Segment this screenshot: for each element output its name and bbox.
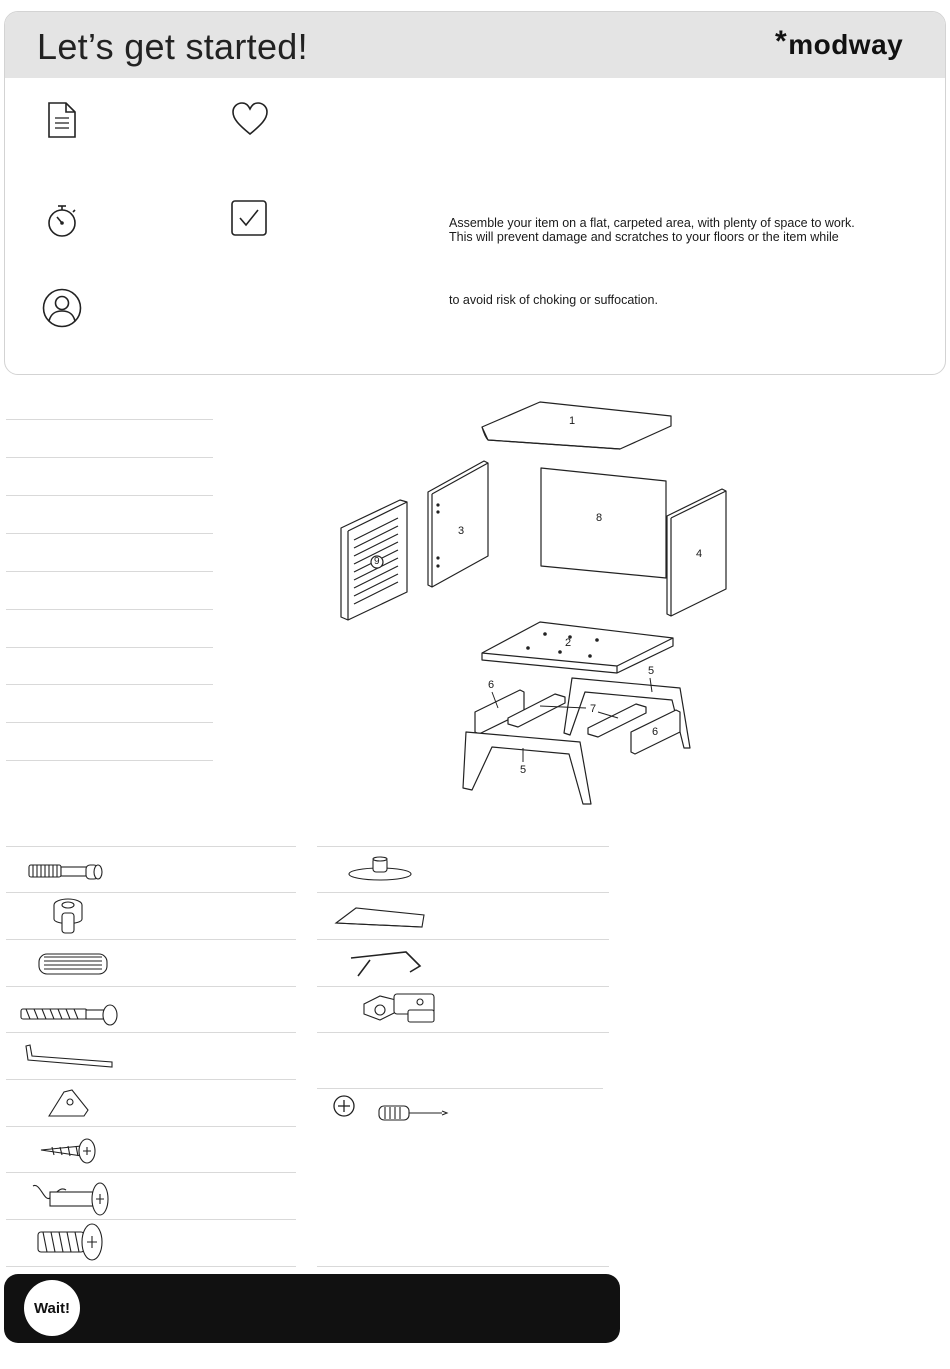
row-divider (6, 846, 296, 847)
row-divider (6, 1079, 296, 1080)
row-divider (317, 1088, 603, 1089)
row-divider (317, 986, 609, 987)
part-label: 8 (596, 512, 603, 524)
stopwatch-icon (45, 203, 81, 239)
row-divider (6, 892, 296, 893)
wood-dowel-icon (36, 951, 114, 977)
list-row (6, 647, 213, 648)
list-row (6, 571, 213, 572)
row-divider (6, 1266, 296, 1267)
list-row (6, 495, 213, 496)
part-label: 5 (520, 764, 527, 776)
row-divider (6, 939, 296, 940)
row-divider (6, 1032, 296, 1033)
wire-bracket-icon (348, 946, 424, 978)
panel-1 (482, 402, 671, 449)
part-label: 4 (696, 548, 703, 560)
list-row (6, 684, 213, 685)
part-label: 3 (458, 525, 465, 537)
shelf-support-icon (44, 1086, 94, 1122)
list-row (6, 533, 213, 534)
panel-8 (541, 468, 666, 578)
page-title: Let’s get started! (37, 26, 308, 67)
assembly-diagram (330, 395, 750, 810)
row-divider (317, 1032, 609, 1033)
row-divider (6, 1172, 296, 1173)
row-divider (317, 939, 609, 940)
cam-lock-icon (48, 895, 92, 937)
part-label: 1 (569, 415, 576, 427)
felt-pad-icon (334, 905, 428, 931)
wood-screw-icon (38, 1136, 100, 1166)
list-row (6, 419, 213, 420)
part-label: 5 (648, 665, 655, 677)
user-icon (41, 287, 83, 329)
rail-6-left (475, 690, 524, 734)
leg-frame-front (463, 732, 591, 804)
list-row (6, 722, 213, 723)
document-icon (47, 101, 77, 139)
tip-safety: to avoid risk of choking or suffocation. (449, 293, 658, 307)
leveler-foot-icon (346, 854, 416, 884)
checkbox-icon (230, 199, 268, 237)
part-label: 6 (652, 726, 659, 738)
long-cam-bolt-icon (18, 1000, 122, 1030)
heart-icon (231, 101, 269, 137)
row-divider (317, 892, 609, 893)
row-divider (6, 1126, 296, 1127)
asterisk-icon: * (775, 25, 788, 58)
phillips-head-icon (332, 1094, 356, 1118)
list-row (6, 609, 213, 610)
euro-screw-icon (34, 1222, 106, 1264)
row-divider (317, 1266, 609, 1267)
cam-bolt-icon (26, 859, 106, 885)
wait-badge: Wait! (24, 1280, 80, 1336)
brand-logo (775, 25, 904, 62)
panel-3 (428, 461, 488, 587)
part-label: 6 (488, 679, 495, 691)
wait-banner (4, 1274, 620, 1343)
part-label: 2 (565, 637, 572, 649)
tip-workspace-line1: Assemble your item on a flat, carpeted area, with plenty of space to work. (449, 216, 855, 230)
list-row (6, 760, 213, 761)
screwdriver-icon (376, 1104, 450, 1124)
hinge-icon (360, 990, 440, 1030)
connector-bolt-icon (30, 1180, 112, 1218)
tip-workspace-line2: This will prevent damage and scratches to your floors or the item while (449, 230, 839, 244)
row-divider (6, 1219, 296, 1220)
list-row (6, 457, 213, 458)
part-label: 7 (590, 703, 597, 715)
row-divider (317, 846, 609, 847)
part-label: 9 (374, 556, 380, 567)
row-divider (6, 986, 296, 987)
allen-key-icon (22, 1042, 116, 1072)
panel-2 (482, 622, 673, 673)
brand-name: modway (788, 29, 904, 60)
intro-card (4, 11, 946, 375)
